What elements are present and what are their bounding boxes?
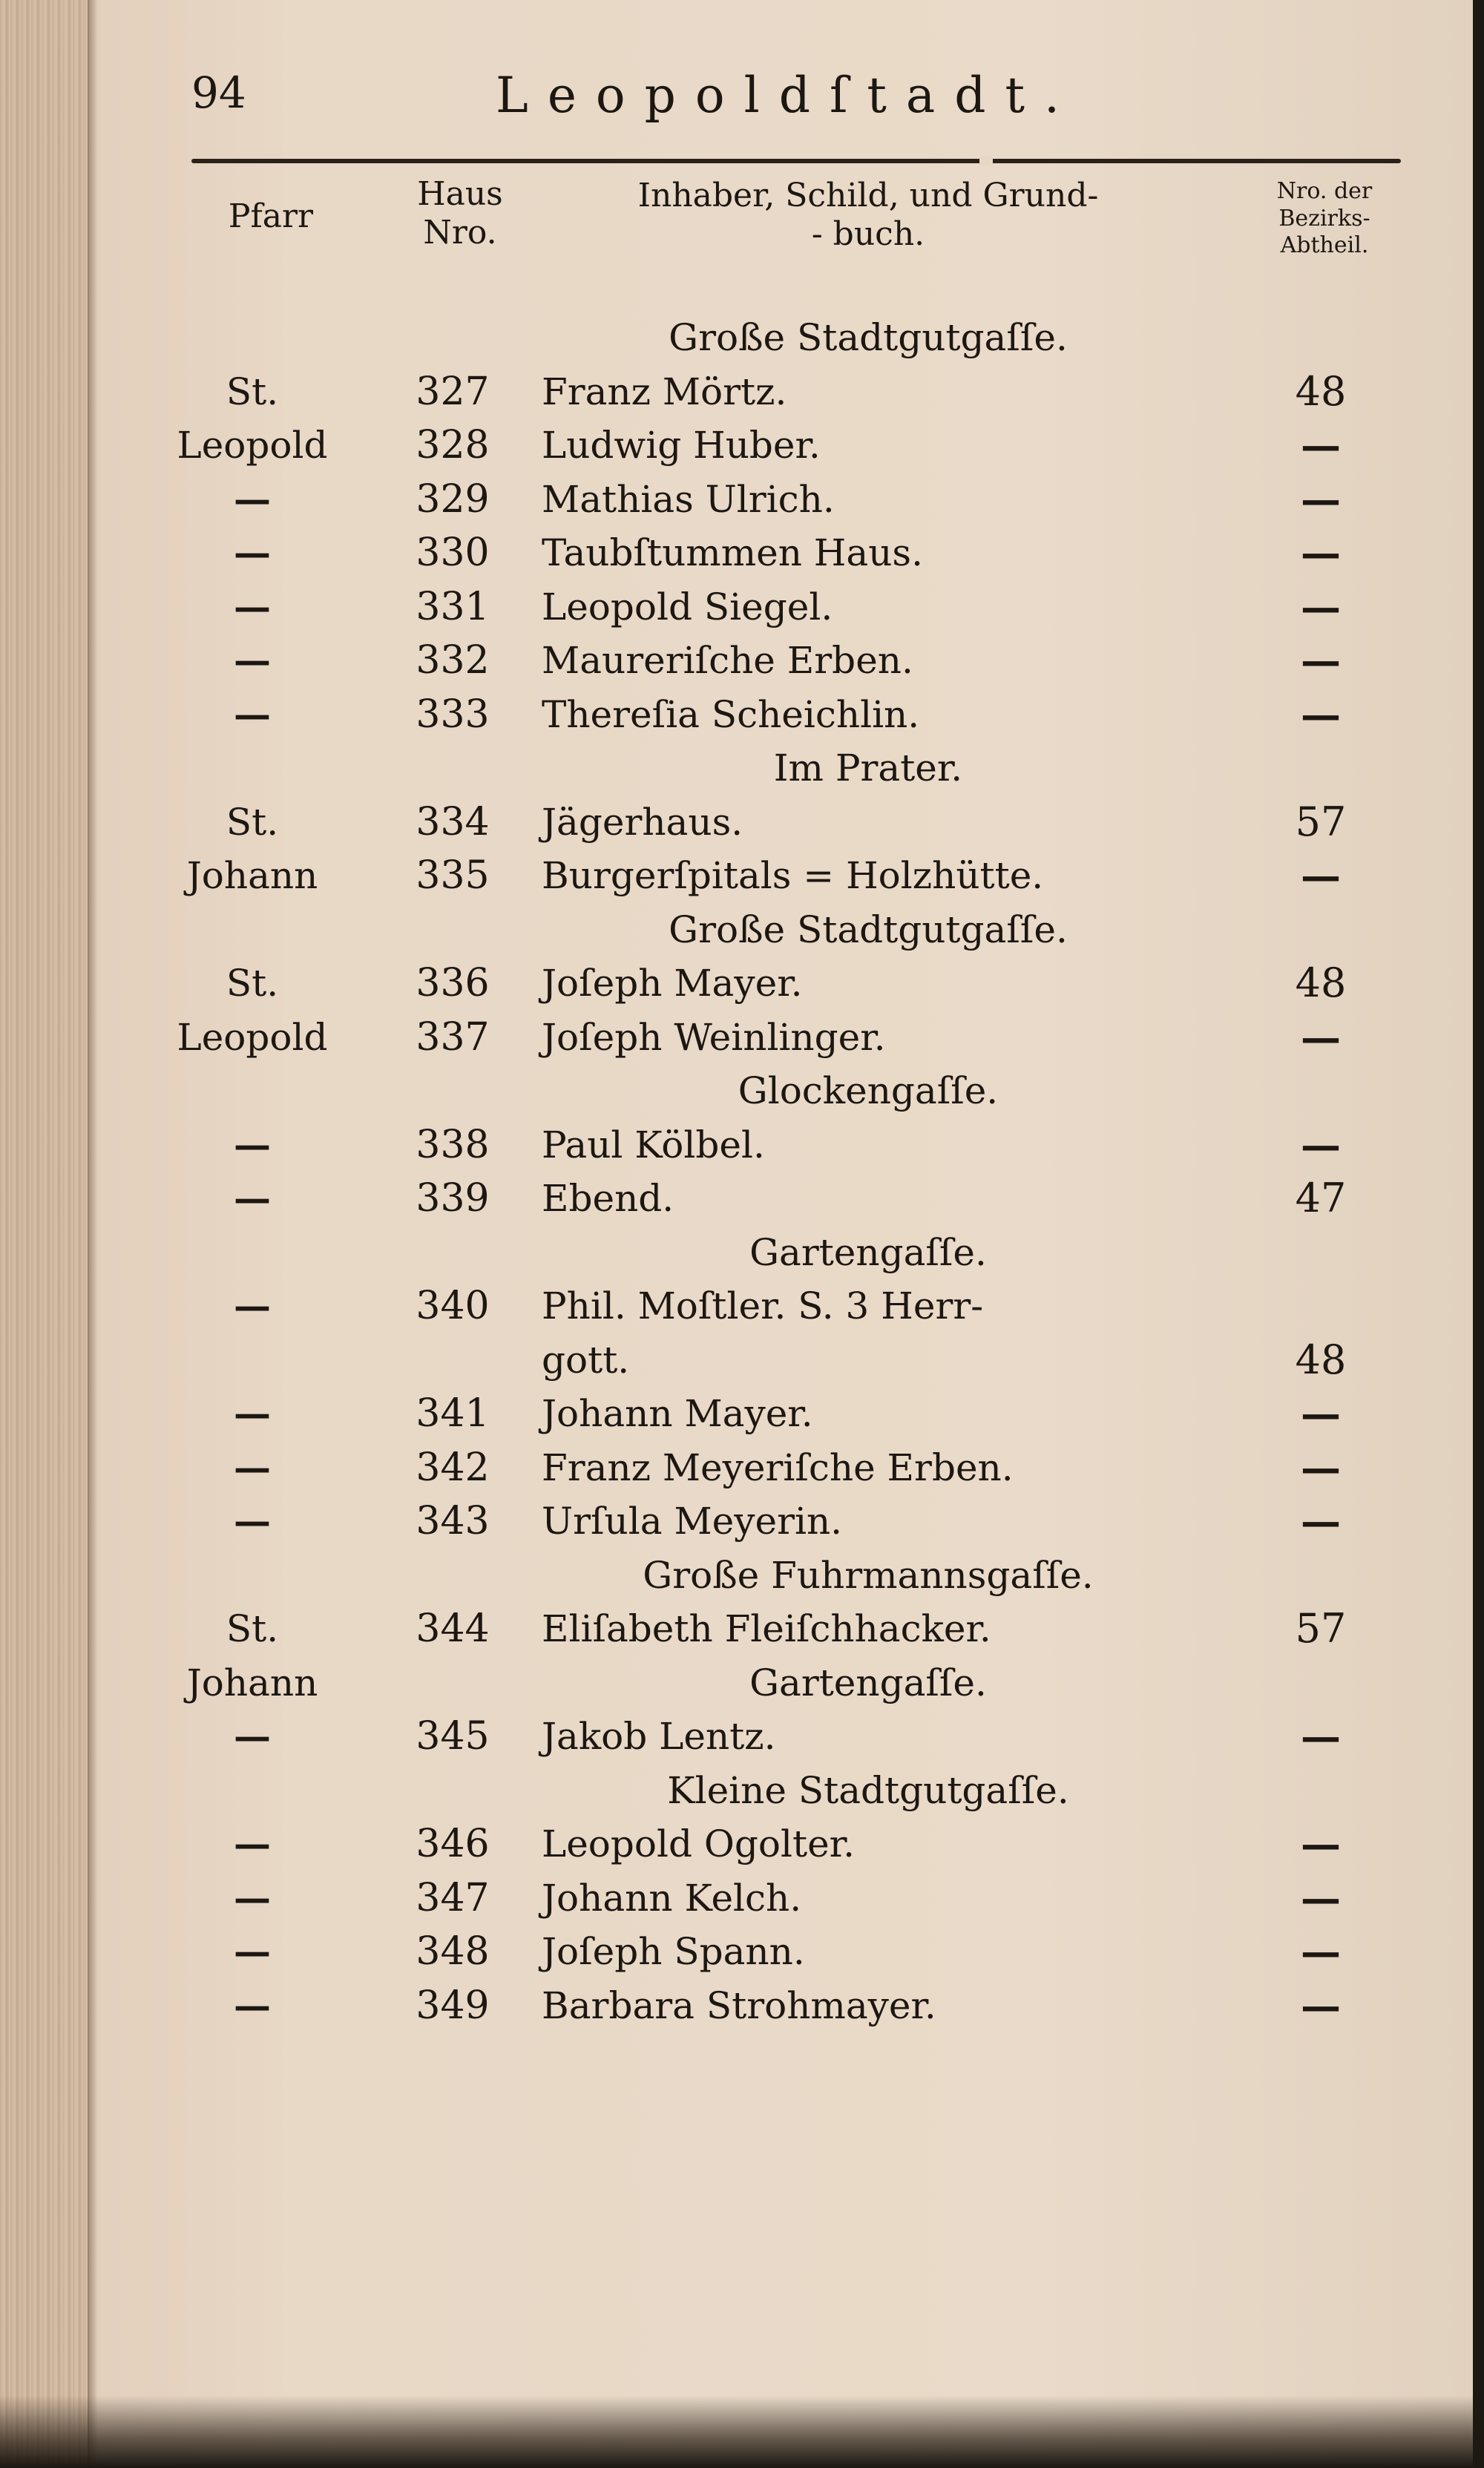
house-number-cell: 339 — [416, 1176, 490, 1221]
column-header-inhaber-line1: Inhaber, Schild, und Grund- — [637, 177, 1099, 214]
owner-cell: Barbara Strohmayer. — [542, 1983, 936, 2027]
street-heading-row — [0, 1549, 1473, 1601]
page-header — [191, 67, 1408, 138]
register-entry-row — [0, 1710, 1473, 1762]
house-number-cell: 338 — [416, 1122, 490, 1167]
parish-cell: Leopold — [177, 1015, 328, 1059]
parish-cell: — — [234, 584, 271, 629]
street-heading: Große Stadtgutgaſſe. — [669, 908, 1068, 951]
street-heading: Große Stadtgutgaſſe. — [669, 316, 1068, 359]
owner-cell: Johann Mayer. — [542, 1392, 813, 1435]
column-header-bezirk-line2: Bezirks- — [1278, 205, 1370, 232]
street-heading-row — [0, 312, 1473, 364]
parish-cell: — — [234, 1929, 271, 1973]
register-entry-row — [0, 527, 1473, 579]
owner-cell: Leopold Ogolter. — [542, 1822, 855, 1865]
parish-cell: — — [234, 1176, 271, 1220]
owner-cell: Joſeph Weinlinger. — [542, 1015, 886, 1059]
owner-cell: Ebend. — [542, 1177, 674, 1220]
owner-cell: Jakob Lentz. — [542, 1715, 776, 1758]
parish-cell: Leopold — [177, 424, 328, 467]
column-header-haus — [393, 175, 527, 252]
parish-cell: — — [234, 1499, 271, 1543]
column-header-pfarr — [215, 197, 326, 236]
district-number-cell: 57 — [1295, 798, 1347, 845]
parish-cell: — — [234, 1875, 271, 1920]
district-number-cell: 48 — [1295, 367, 1347, 415]
street-heading: Gartengaſſe. — [749, 1661, 987, 1704]
owner-cell: Taubſtummen Haus. — [542, 531, 923, 574]
column-header-inhaber — [571, 177, 1165, 254]
house-number-cell: 332 — [416, 638, 490, 683]
register-entry-row — [0, 1872, 1473, 1924]
register-entry-row — [0, 1442, 1473, 1494]
district-number-cell: — — [1301, 637, 1341, 684]
register-entry-row — [0, 957, 1473, 1009]
house-number-cell: 336 — [416, 961, 490, 1005]
street-heading-row — [0, 1657, 1473, 1709]
house-number-cell: 331 — [416, 584, 490, 629]
district-number-cell: — — [1301, 852, 1341, 899]
owner-cell: Joſeph Spann. — [542, 1930, 805, 1973]
owner-cell: gott. — [542, 1338, 630, 1382]
parish-cell: — — [234, 1122, 271, 1166]
column-header-bezirk-line3: Abtheil. — [1280, 232, 1369, 259]
register-entry-row — [0, 1926, 1473, 1978]
district-number-cell: — — [1301, 529, 1341, 577]
house-number-cell: 328 — [416, 423, 490, 467]
parish-cell: — — [234, 531, 271, 574]
house-number-cell: 343 — [416, 1499, 490, 1543]
parish-cell: St. — [226, 962, 279, 1005]
owner-cell: Phil. Moſtler. S. 3 Herr- — [542, 1284, 984, 1327]
district-number-cell: 57 — [1295, 1605, 1347, 1652]
register-entry-row — [0, 1495, 1473, 1547]
register-entry-row — [0, 689, 1473, 741]
register-entry-row — [0, 1334, 1473, 1386]
owner-cell: Leopold Siegel. — [542, 585, 833, 629]
register-entry-row — [0, 634, 1473, 686]
column-header-bezirk — [1235, 178, 1414, 260]
street-heading: Gartengaſſe. — [749, 1230, 987, 1274]
page-bottom-edge — [0, 2395, 1473, 2468]
parish-cell: St. — [226, 1607, 279, 1650]
owner-cell: Franz Meyeriſche Erben. — [542, 1445, 1014, 1489]
parish-cell: — — [234, 1983, 271, 2027]
column-header-bezirk-line1: Nro. der — [1276, 178, 1373, 204]
header-rule-gap — [979, 157, 993, 165]
parish-cell: — — [234, 1822, 271, 1865]
register-entry-row — [0, 366, 1473, 418]
column-header-pfarr-text: Pfarr — [228, 197, 314, 235]
house-number-cell: 340 — [416, 1284, 490, 1328]
district-number-cell: 48 — [1295, 959, 1347, 1006]
street-heading-row — [0, 904, 1473, 956]
district-number-cell: — — [1301, 690, 1341, 738]
district-number-cell: 48 — [1295, 1336, 1347, 1383]
district-number-cell: — — [1301, 1820, 1341, 1868]
owner-cell: Jägerhaus. — [542, 800, 743, 844]
house-number-cell: 344 — [416, 1607, 490, 1651]
parish-cell: — — [234, 1284, 271, 1327]
parish-cell: Johann — [186, 1661, 318, 1704]
register-entry-row — [0, 850, 1473, 902]
house-number-cell: 334 — [416, 799, 490, 844]
parish-cell: — — [234, 638, 271, 682]
district-number-cell: 47 — [1295, 1175, 1347, 1221]
owner-cell: Franz Mörtz. — [542, 370, 787, 413]
register-entry-row — [0, 1603, 1473, 1655]
parish-cell: Johann — [186, 854, 318, 897]
owner-cell: Maureriſche Erben. — [542, 639, 913, 682]
column-header-haus-line2: Nro. — [423, 213, 497, 252]
street-heading-row — [0, 1227, 1473, 1279]
owner-cell: Burgerſpitals = Holzhütte. — [542, 854, 1044, 897]
register-entry-row — [0, 1818, 1473, 1870]
register-entry-row — [0, 1172, 1473, 1224]
owner-cell: Johann Kelch. — [542, 1876, 802, 1920]
owner-cell: Mathias Ulrich. — [542, 477, 835, 521]
owner-cell: Paul Kölbel. — [542, 1123, 765, 1166]
register-entry-row — [0, 1980, 1473, 2032]
register-entry-row — [0, 473, 1473, 525]
house-number-cell: 330 — [416, 531, 490, 575]
house-number-cell: 347 — [416, 1875, 490, 1920]
street-heading: Glockengaſſe. — [738, 1069, 999, 1112]
street-heading: Große Fuhrmannsgaſſe. — [643, 1553, 1094, 1597]
district-number-cell: — — [1301, 1390, 1341, 1437]
district-number-cell: — — [1301, 475, 1341, 523]
parish-cell: St. — [226, 800, 279, 844]
owner-cell: Urſula Meyerin. — [542, 1500, 843, 1543]
parish-cell: — — [234, 476, 271, 521]
register-entry-row — [0, 796, 1473, 848]
running-title: Leopoldſtadt. — [496, 67, 1080, 124]
street-heading-row — [0, 1765, 1473, 1816]
owner-cell: Ludwig Huber. — [542, 424, 821, 467]
register-entry-row — [0, 1119, 1473, 1171]
house-number-cell: 337 — [416, 1014, 490, 1060]
house-number-cell: 349 — [416, 1983, 490, 2028]
street-heading-row — [0, 742, 1473, 794]
parish-cell: St. — [226, 370, 279, 413]
header-rule — [191, 159, 1401, 163]
house-number-cell: 327 — [416, 369, 490, 414]
house-number-cell: 329 — [416, 476, 490, 522]
register-entry-row — [0, 581, 1473, 633]
house-number-cell: 341 — [416, 1391, 490, 1436]
district-number-cell: — — [1301, 1497, 1341, 1545]
register-entry-row — [0, 1011, 1473, 1063]
parish-cell: — — [234, 1445, 271, 1489]
owner-cell: Eliſabeth Fleiſchhacker. — [542, 1607, 991, 1650]
house-number-cell: 348 — [416, 1929, 490, 1974]
register-entry-row — [0, 1388, 1473, 1440]
page-number: 94 — [191, 68, 246, 118]
district-number-cell: — — [1301, 1981, 1341, 2029]
owner-cell: Joſeph Mayer. — [542, 962, 803, 1005]
column-header-inhaber-line2: - buch. — [811, 214, 925, 253]
district-number-cell: — — [1301, 1713, 1341, 1760]
street-heading: Im Prater. — [773, 746, 963, 790]
house-number-cell: 342 — [416, 1445, 490, 1490]
register-entry-row — [0, 419, 1473, 471]
house-number-cell: 333 — [416, 692, 490, 737]
owner-cell: Thereſia Scheichlin. — [542, 692, 920, 736]
district-number-cell: — — [1301, 1013, 1341, 1061]
district-number-cell: — — [1301, 1874, 1341, 1922]
parish-cell: — — [234, 692, 271, 736]
parish-cell: — — [234, 1714, 271, 1758]
parish-cell: — — [234, 1391, 271, 1435]
street-heading: Kleine Stadtgutgaſſe. — [667, 1768, 1069, 1812]
house-number-cell: 335 — [416, 853, 490, 898]
district-number-cell: — — [1301, 1928, 1341, 1975]
district-number-cell: — — [1301, 421, 1341, 469]
house-number-cell: 345 — [416, 1714, 490, 1759]
house-number-cell: 346 — [416, 1822, 490, 1866]
district-number-cell: — — [1301, 582, 1341, 631]
district-number-cell: — — [1301, 1120, 1341, 1169]
street-heading-row — [0, 1065, 1473, 1117]
column-header-haus-line1: Haus — [417, 175, 503, 213]
district-number-cell: — — [1301, 1443, 1341, 1491]
register-entry-row — [0, 1280, 1473, 1332]
